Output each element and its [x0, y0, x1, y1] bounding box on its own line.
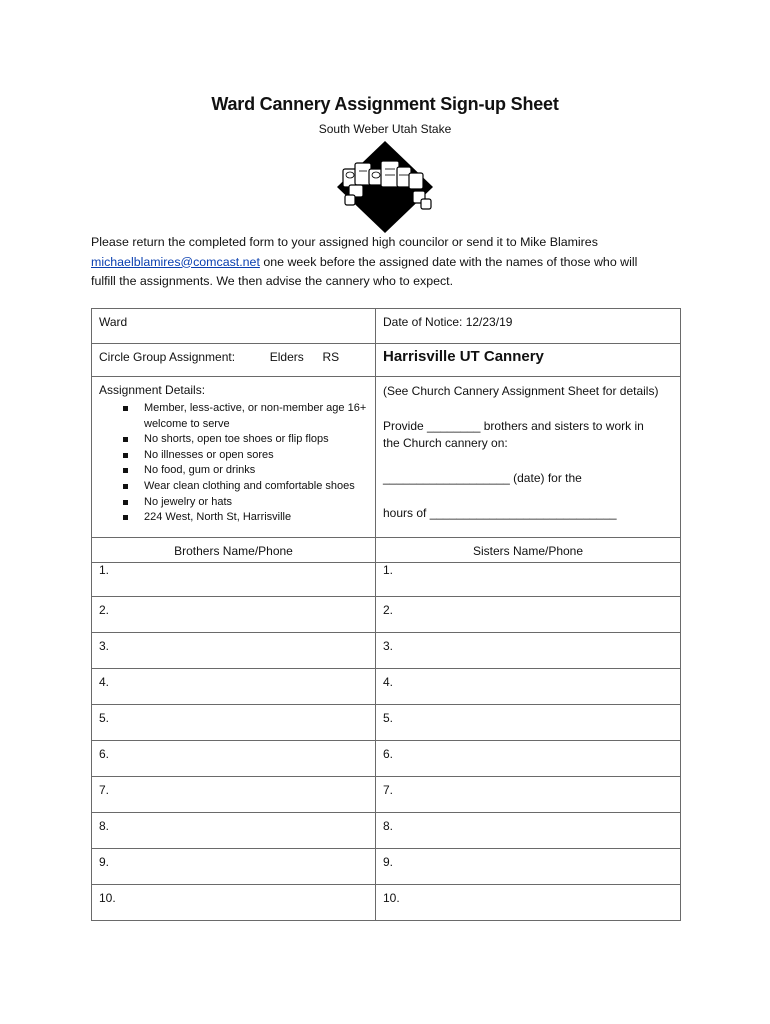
sister-entry-7[interactable]: 7. — [376, 777, 681, 813]
cannery-cell — [376, 344, 681, 377]
brother-entry-6[interactable]: 6. — [92, 741, 376, 777]
details-item: 224 West, North St, Harrisville — [144, 510, 368, 526]
assignment-instructions-cell — [376, 377, 681, 538]
circle-group-assignment — [92, 344, 376, 377]
sister-entry-1[interactable]: 1. — [376, 563, 681, 597]
details-item: Wear clean clothing and comfortable shoes — [144, 479, 368, 495]
instructions-paragraph — [91, 233, 681, 292]
brother-entry-2[interactable]: 2. — [92, 597, 376, 633]
brother-entry-10[interactable]: 10. — [92, 885, 376, 921]
assignment-details-list — [99, 401, 368, 526]
email-link[interactable]: michaelblamires@comcast.net — [91, 254, 260, 269]
brother-entry-4[interactable]: 4. — [92, 669, 376, 705]
date-field[interactable]: ___________________ (date) for the — [383, 471, 582, 485]
sister-entry-2[interactable]: 2. — [376, 597, 681, 633]
assignment-details-cell — [92, 377, 376, 538]
brother-entry-7[interactable]: 7. — [92, 777, 376, 813]
cannery-name: Harrisville UT Cannery — [383, 348, 544, 365]
elders-option[interactable]: Elders — [269, 350, 304, 364]
sister-entry-10[interactable]: 10. — [376, 885, 681, 921]
brother-entry-3[interactable]: 3. — [92, 633, 376, 669]
sister-entry-5[interactable]: 5. — [376, 705, 681, 741]
cannery-cans-logo — [335, 139, 435, 235]
sister-entry-3[interactable]: 3. — [376, 633, 681, 669]
ward-field[interactable]: Ward — [92, 309, 376, 344]
details-item: No jewelry or hats — [144, 495, 368, 511]
page-subtitle: South Weber Utah Stake — [318, 122, 452, 136]
instructions-line-1: Please return the completed form to your assigned high councilor or send it to Mike Blamires — [91, 235, 598, 249]
see-sheet-note: (See Church Cannery Assignment Sheet for details) — [383, 384, 659, 398]
page-title: Ward Cannery Assignment Sign-up Sheet — [211, 94, 559, 114]
brother-entry-8[interactable]: 8. — [92, 813, 376, 849]
date-of-notice: Date of Notice: 12/23/19 — [376, 309, 681, 344]
brothers-column-header: Brothers Name/Phone — [92, 538, 376, 563]
details-item: No illnesses or open sores — [144, 448, 368, 464]
provide-count-field[interactable]: Provide ________ brothers and sisters to work in — [383, 419, 644, 433]
circle-group-label: Circle Group Assignment: — [99, 350, 236, 364]
sister-entry-4[interactable]: 4. — [376, 669, 681, 705]
sister-entry-6[interactable]: 6. — [376, 741, 681, 777]
rs-option[interactable]: RS — [322, 350, 340, 364]
details-item: Member, less-active, or non-member age 16+ welcome to serve — [144, 401, 368, 432]
details-item: No food, gum or drinks — [144, 463, 368, 479]
instructions-line-3: fulfill the assignments. We then advise the cannery who to expect. — [91, 274, 454, 288]
brother-entry-1[interactable]: 1. — [92, 563, 376, 597]
brother-entry-5[interactable]: 5. — [92, 705, 376, 741]
instructions-line-2: one week before the assigned date with the names of those who will — [259, 254, 638, 269]
cannery-on-text: the Church cannery on: — [383, 436, 508, 450]
sisters-column-header: Sisters Name/Phone — [376, 538, 681, 563]
sister-entry-9[interactable]: 9. — [376, 849, 681, 885]
brother-entry-9[interactable]: 9. — [92, 849, 376, 885]
assignment-details-label: Assignment Details: — [99, 383, 206, 397]
details-item: No shorts, open toe shoes or flip flops — [144, 432, 368, 448]
sister-entry-8[interactable]: 8. — [376, 813, 681, 849]
signup-form-table — [91, 308, 681, 921]
hours-field[interactable]: hours of ____________________________ — [383, 506, 617, 520]
